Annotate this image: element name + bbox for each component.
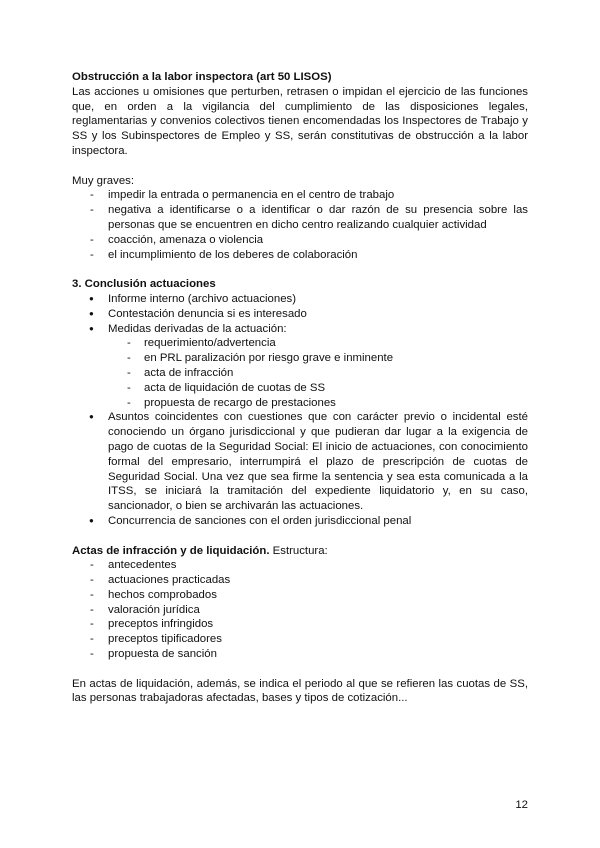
list-item: - preceptos tipificadores: [72, 632, 528, 647]
actas-heading-rest: Estructura:: [269, 544, 328, 557]
actas-list: [72, 558, 528, 662]
medidas-list: [72, 336, 528, 410]
liquidacion-paragraph: En actas de liquidación, además, se indica el periodo al que se refieren las cuotas de SS, las personas trabajadoras afectadas, bases y tipos de cotización...: [72, 677, 528, 705]
list-item: ● Asuntos coincidentes con cuestiones que con carácter previo o incidental esté conociendo un órgano jurisdiccional y que pudieran dar lugar a la exigencia de pago de cuotas de la Seguridad Social: El inicio de actuaciones, con conocimiento formal del empresario, interrumpirá el plazo de prescripción de cuotas de Seguridad Social. Una vez que sea firme la sentencia y sea esta comunicada a la ITSS, se iniciará la tramitación del expediente liquidatorio y, en su caso, sancionador, o bien se archivarán las actuaciones.: [72, 410, 528, 514]
conclusion-list-2: [72, 410, 528, 528]
list-item: ● Medidas derivadas de la actuación:: [72, 322, 528, 337]
muy-graves-list: [72, 188, 528, 262]
list-item: - negativa a identificarse o a identificar o dar razón de su presencia sobre las personas que se encuentren en dicho centro realizando cualquier actividad: [72, 203, 528, 233]
conclusion-heading: 3. Conclusión actuaciones: [72, 278, 216, 291]
list-item: ● Informe interno (archivo actuaciones): [72, 292, 528, 307]
actas-heading: [72, 544, 528, 559]
list-item: ● Contestación denuncia si es interesado: [72, 307, 528, 322]
list-item: - en PRL paralización por riesgo grave e inminente: [72, 351, 528, 366]
list-item: - valoración jurídica: [72, 603, 528, 618]
list-item: - propuesta de sanción: [72, 647, 528, 662]
list-item: ● Concurrencia de sanciones con el orden jurisdiccional penal: [72, 514, 528, 529]
page-number: 12: [515, 799, 528, 811]
list-item: - propuesta de recargo de prestaciones: [72, 396, 528, 411]
conclusion-list: [72, 292, 528, 336]
list-item: - actuaciones practicadas: [72, 573, 528, 588]
list-item: - acta de infracción: [72, 366, 528, 381]
actas-heading-bold: Actas de infracción y de liquidación.: [72, 544, 270, 557]
muy-graves-label: Muy graves:: [72, 174, 135, 187]
document-body: [72, 70, 528, 706]
list-item: - preceptos infringidos: [72, 617, 528, 632]
list-item: - requerimiento/advertencia: [72, 336, 528, 351]
obstruccion-heading: Obstrucción a la labor inspectora (art 50 LISOS): [72, 71, 332, 83]
list-item: - antecedentes: [72, 558, 528, 573]
list-item: - hechos comprobados: [72, 588, 528, 603]
list-item: - impedir la entrada o permanencia en el centro de trabajo: [72, 188, 528, 203]
list-item: - el incumplimiento de los deberes de colaboración: [72, 248, 528, 263]
list-item: - coacción, amenaza o violencia: [72, 233, 528, 248]
list-item: - acta de liquidación de cuotas de SS: [72, 381, 528, 396]
obstruccion-paragraph: Las acciones u omisiones que perturben, retrasen o impidan el ejercicio de las funciones que, en orden a la vigilancia del cumplimiento de las disposiciones legales, reglamentarias y convenios colectivos tienen encomendadas los Inspectores de Trabajo y SS y los Subinspectores de Empleo y SS, serán constitutivas de obstrucción a la labor inspectora.: [72, 85, 528, 157]
